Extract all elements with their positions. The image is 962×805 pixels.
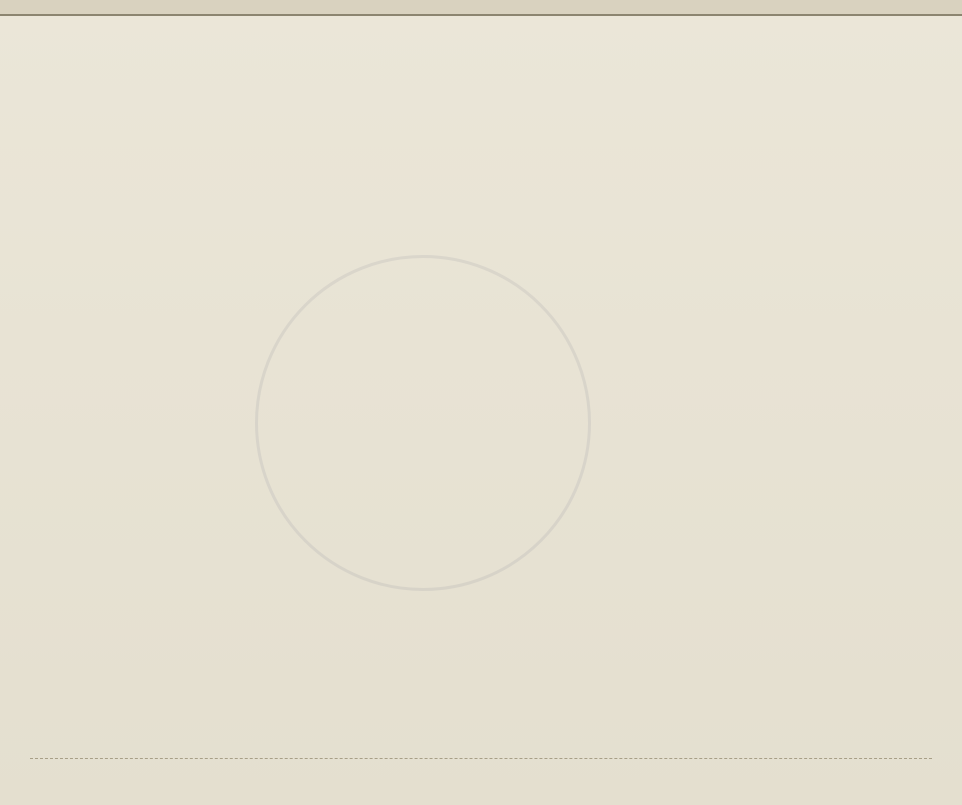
notice-footer (30, 758, 932, 793)
top-torn-strip (0, 0, 962, 16)
notice-body (30, 36, 932, 748)
